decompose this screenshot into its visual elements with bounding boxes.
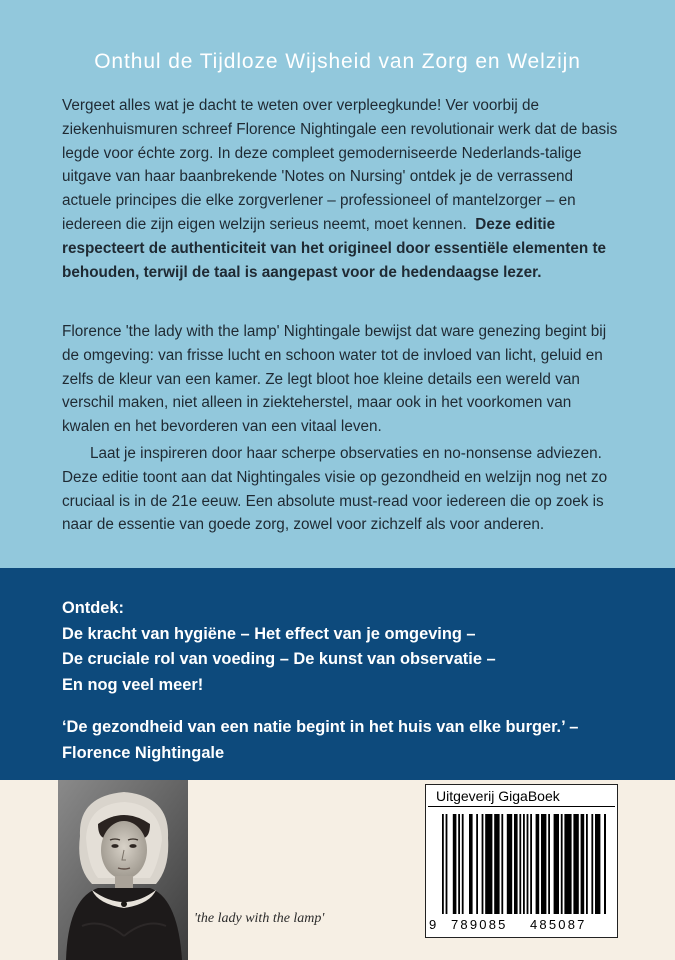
- description-paragraph-2: Laat je inspireren door haar scherpe observaties en no-nonsense adviezen. Deze editie toont aan dat Nightingales visie op gezondheid en welzijn nog net zo cruciaal is in de 21e eeuw. Een absolute must-read voor iedereen die op zoek is naar de essentie van goede zorg, zowel voor zichzelf als voor anderen.: [62, 445, 608, 534]
- intro-bold-text: Deze editie respecteert de authenticiteit van het origineel door essentiële elementen te behouden, terwijl de taal is aangepast voor de hedendaagse lezer.: [62, 215, 607, 281]
- barcode-bar: [573, 814, 578, 914]
- barcode-bar: [453, 814, 457, 914]
- highlight-line: De cruciale rol van voeding – De kunst van observatie –: [62, 650, 496, 668]
- barcode-bar: [494, 814, 499, 914]
- barcode-bar: [501, 814, 503, 914]
- highlight-line: En nog veel meer!: [62, 675, 204, 694]
- intro-text: Vergeet alles wat je dacht te weten over verpleegkunde! Ver voorbij de ziekenhuismuren schreef Florence Nightingale een revolutionair werk dat de basis legde voor échte zorg. In deze compleet gemoderniseerde Nederlands-talige uitgave van haar baanbrekende 'Notes on Nursing' ontdek je de verrassend actuele principes die elke zorgverlener – professioneel of mantelzorger – en iedereen die zijn eigen welzijn serieus neemt, moet kennen.: [62, 97, 618, 233]
- cover-headline: Onthul de Tijdloze Wijsheid van Zorg en Welzijn: [94, 50, 581, 73]
- barcode-bar: [485, 814, 492, 914]
- isbn-left-digits: 789085: [451, 917, 508, 932]
- barcode-bar: [458, 814, 460, 914]
- barcode-bar: [476, 814, 478, 914]
- barcode-bar: [469, 814, 473, 914]
- barcode-bar: [519, 814, 521, 914]
- isbn-right-digits: 485087: [530, 917, 587, 932]
- publisher-divider: [428, 806, 615, 807]
- description-paragraph-1: Florence 'the lady with the lamp' Nightingale bewijst dat ware genezing begint bij de omgeving: van frisse lucht en schoon water tot de invloed van licht, geluid en zelfs de kleur van een kamer. Ze legt bloot hoe kleine details een wereld van verschil maken, niet alleen in ziekteherstel, maar ook in het voorkomen van kwalen en het bevorderen van een vitaal leven.: [62, 323, 607, 436]
- intro-paragraph: [62, 94, 618, 284]
- barcode-bar: [462, 814, 464, 914]
- publisher-name: Uitgeverij GigaBoek: [436, 788, 560, 804]
- highlights-heading: Ontdek:: [62, 599, 124, 617]
- barcode-bars: [440, 814, 606, 914]
- nightingale-quote: ‘De gezondheid van een natie begint in het huis van elke burger.’ – Florence Nightingale: [62, 718, 579, 762]
- barcode-bar: [514, 814, 518, 914]
- barcode-bar: [554, 814, 559, 914]
- barcode-bar: [507, 814, 512, 914]
- barcode-bar: [536, 814, 540, 914]
- barcode-bar: [561, 814, 563, 914]
- isbn-lead-digit: 9: [429, 917, 437, 932]
- portrait-caption: 'the lady with the lamp': [194, 911, 325, 926]
- barcode-bar: [604, 814, 606, 914]
- florence-nightingale-portrait: [58, 780, 188, 960]
- barcode-bar: [482, 814, 484, 914]
- barcode-bar: [581, 814, 585, 914]
- barcode-bar: [595, 814, 600, 914]
- highlights-list: [62, 596, 642, 698]
- barcode-bar: [527, 814, 529, 914]
- barcode-bar: [530, 814, 532, 914]
- barcode-bar: [442, 814, 444, 914]
- barcode-bar: [523, 814, 525, 914]
- highlight-line: De kracht van hygiëne – Het effect van je omgeving –: [62, 624, 476, 643]
- barcode-bar: [591, 814, 593, 914]
- barcode-bar: [541, 814, 546, 914]
- barcode-bar: [548, 814, 550, 914]
- barcode-bar: [446, 814, 448, 914]
- isbn-barcode: [425, 784, 618, 938]
- barcode-bar: [564, 814, 571, 914]
- barcode-bar: [586, 814, 588, 914]
